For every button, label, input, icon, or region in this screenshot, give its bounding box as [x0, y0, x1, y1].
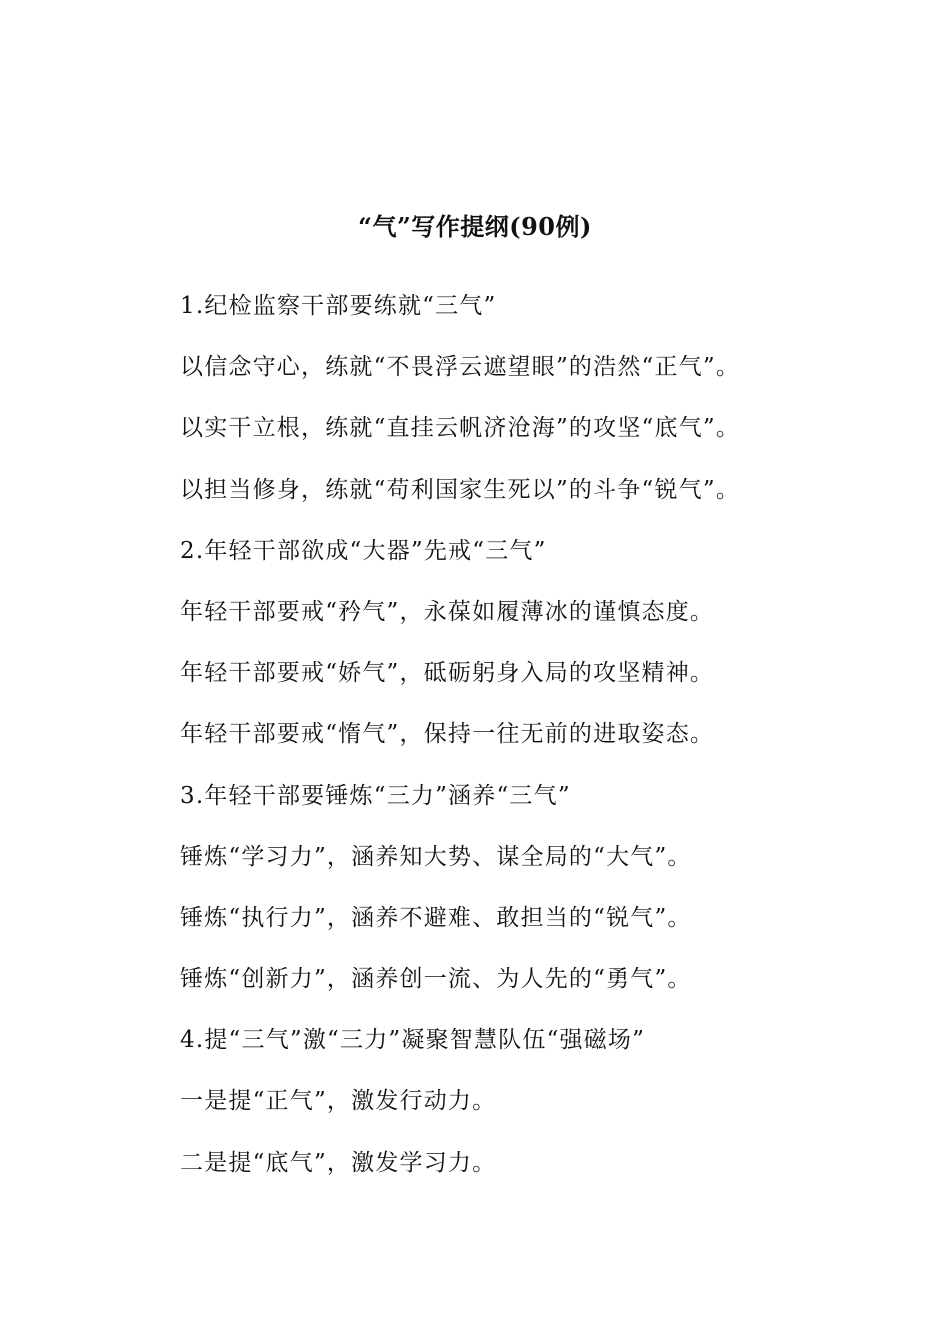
section-heading-3: 3.年轻干部要锤炼“三力”涵养“三气” — [180, 782, 571, 809]
paragraph-line: 锤炼“执行力”，涵养不避难、敢担当的“锐气”。 — [180, 904, 692, 931]
paragraph-line: 以信念守心，练就“不畏浮云遮望眼”的浩然“正气”。 — [180, 354, 741, 381]
section-heading-2: 2.年轻干部欲成“大器”先戒“三气” — [180, 537, 547, 564]
paragraph-line: 以担当修身，练就“苟利国家生死以”的斗争“锐气”。 — [180, 476, 741, 503]
paragraph-line: 锤炼“创新力”，涵养创一流、为人先的“勇气”。 — [180, 966, 692, 993]
document-title: “气”写作提纲(90例) — [358, 212, 592, 241]
paragraph-line: 锤炼“学习力”，涵养知大势、谋全局的“大气”。 — [180, 843, 692, 870]
paragraph-line: 以实干立根，练就“直挂云帆济沧海”的攻坚“底气”。 — [180, 415, 741, 442]
paragraph-line: 二是提“底气”，激发学习力。 — [180, 1149, 497, 1176]
paragraph-line: 一是提“正气”，激发行动力。 — [180, 1088, 497, 1115]
paragraph-line: 年轻干部要戒“矜气”，永葆如履薄冰的谨慎态度。 — [180, 598, 715, 625]
document-body — [180, 288, 920, 1206]
section-heading-4: 4.提“三气”激“三力”凝聚智慧队伍“强磁场” — [180, 1027, 646, 1054]
section-heading-1: 1.纪检监察干部要练就“三气” — [180, 293, 497, 319]
paragraph-line: 年轻干部要戒“惰气”，保持一往无前的进取姿态。 — [180, 721, 715, 748]
paragraph-line: 年轻干部要戒“娇气”，砥砺躬身入局的攻坚精神。 — [180, 660, 715, 687]
